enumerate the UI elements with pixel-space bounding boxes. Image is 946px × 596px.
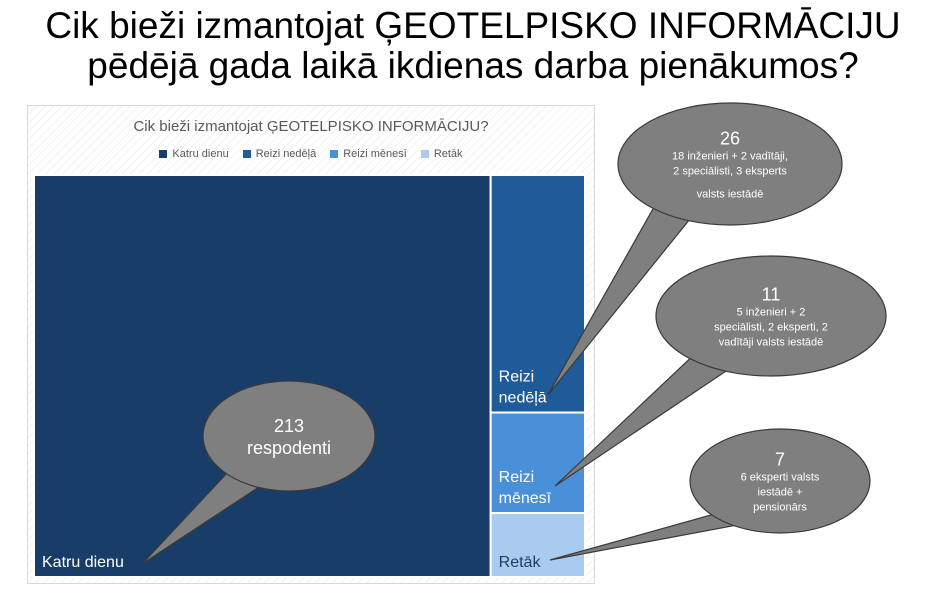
slide-title-line-1: Cik bieži izmantojat ĢEOTELPISKO INFORMĀCIJU xyxy=(45,5,901,46)
callout-bubble xyxy=(203,381,375,491)
tile-label: nedēļā xyxy=(498,389,547,407)
callout-value: 7 xyxy=(774,449,786,470)
callout-value: 26 xyxy=(719,128,741,149)
tile-label: Reizi xyxy=(498,469,535,487)
callout-text: respodenti xyxy=(246,438,332,458)
tile-label: mēnesī xyxy=(498,490,552,508)
callout-value: 213 xyxy=(273,416,305,436)
treemap-tile xyxy=(34,175,491,577)
slide-title-line-2: pēdējā gada laikā ikdienas darba pienākumos? xyxy=(87,45,859,86)
legend-label: Reizi mēnesī xyxy=(343,148,407,160)
legend-label: Retāk xyxy=(433,148,463,160)
callout-value: 11 xyxy=(761,284,781,305)
callout-text: 5 inženieri + 2 xyxy=(736,306,806,319)
callout-bubble xyxy=(618,103,842,225)
chart-title: Cik bieži izmantojat ĢEOTELPISKO INFORMĀCIJU? xyxy=(133,118,489,135)
tile-label: Katru dienu xyxy=(42,554,124,571)
callout-text: valsts iestādē xyxy=(696,188,764,201)
legend-label: Katru dienu xyxy=(172,148,229,160)
callout-text: vadītāji valsts iestādē xyxy=(718,336,824,349)
callout-text: 2 speciālisti, 3 eksperts xyxy=(673,165,787,178)
callout-text: speciālisti, 2 eksperti, 2 xyxy=(714,321,828,334)
callout-text: iestādē + xyxy=(757,486,803,499)
callout-text: pensionārs xyxy=(753,501,807,514)
callout-text: 18 inženieri + 2 vadītāji, xyxy=(672,150,788,163)
tile-label: Reizi xyxy=(498,368,535,386)
tile-label: Retāk xyxy=(498,554,541,571)
legend-label: Reizi nedēļā xyxy=(255,148,317,160)
callout-text: 6 eksperti valsts xyxy=(740,471,820,484)
